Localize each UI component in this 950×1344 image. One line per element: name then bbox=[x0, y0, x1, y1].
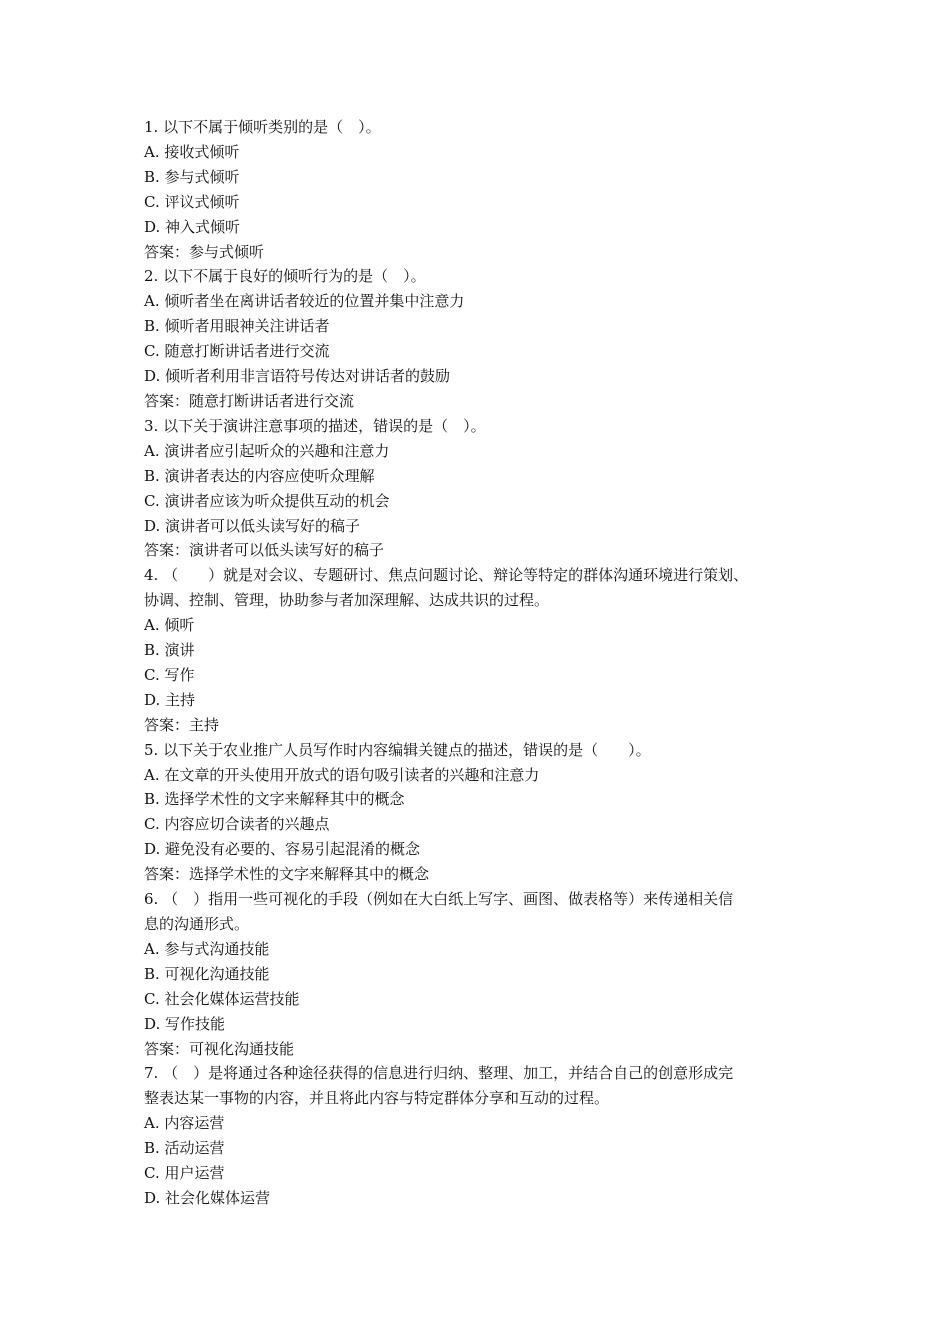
document-body bbox=[144, 115, 814, 1211]
question-line: 2. 以下不属于良好的倾听行为的是（ ）。 bbox=[144, 267, 426, 286]
option-line: A. 内容运营 bbox=[144, 1114, 225, 1133]
option-line: D. 写作技能 bbox=[144, 1014, 226, 1033]
answer-line: 答案：随意打断讲话者进行交流 bbox=[144, 391, 355, 410]
answer-line: 答案：参与式倾听 bbox=[144, 242, 265, 261]
option-line: C. 演讲者应该为听众提供互动的机会 bbox=[144, 491, 390, 510]
answer-line: 答案：选择学术性的文字来解释其中的概念 bbox=[144, 865, 430, 884]
question-continuation-line: 协调、控制、管理，协助参与者加深理解、达成共识的过程。 bbox=[144, 591, 550, 610]
question-line: 5. 以下关于农业推广人员写作时内容编辑关键点的描述，错误的是（ ）。 bbox=[144, 740, 651, 759]
option-line: D. 避免没有必要的、容易引起混淆的概念 bbox=[144, 840, 421, 859]
option-line: B. 活动运营 bbox=[144, 1139, 225, 1158]
option-line: B. 倾听者用眼神关注讲话者 bbox=[144, 317, 330, 336]
question-line: 1. 以下不属于倾听类别的是（ ）。 bbox=[144, 118, 381, 136]
question-line: 6. （ ）指用一些可视化的手段（例如在大白纸上写字、画图、做表格等）来传递相关信 bbox=[144, 890, 734, 909]
option-line: B. 选择学术性的文字来解释其中的概念 bbox=[144, 790, 405, 809]
option-line: B. 参与式倾听 bbox=[144, 167, 240, 186]
question-line: 3. 以下关于演讲注意事项的描述，错误的是（ ）。 bbox=[144, 416, 486, 435]
option-line: B. 演讲者表达的内容应使听众理解 bbox=[144, 466, 375, 485]
question-line: 4. （ ）就是对会议、专题研讨、焦点问题讨论、辩论等特定的群体沟通环境进行策划、 bbox=[144, 566, 749, 585]
option-line: D. 主持 bbox=[144, 690, 196, 709]
option-line: A. 接收式倾听 bbox=[144, 142, 240, 161]
answer-line: 答案：主持 bbox=[144, 715, 220, 734]
option-line: D. 演讲者可以低头读写好的稿子 bbox=[144, 516, 361, 535]
option-line: C. 随意打断讲话者进行交流 bbox=[144, 342, 330, 361]
option-line: C. 内容应切合读者的兴趣点 bbox=[144, 815, 330, 834]
option-line: A. 在文章的开头使用开放式的语句吸引读者的兴趣和注意力 bbox=[144, 765, 540, 784]
option-line: A. 参与式沟通技能 bbox=[144, 939, 270, 958]
question-continuation-line: 息的沟通形式。 bbox=[144, 915, 250, 933]
option-line: D. 神入式倾听 bbox=[144, 217, 241, 236]
option-line: D. 社会化媒体运营 bbox=[144, 1188, 271, 1207]
option-line: C. 社会化媒体运营技能 bbox=[144, 989, 300, 1008]
option-line: C. 用户运营 bbox=[144, 1164, 225, 1183]
option-line: D. 倾听者利用非言语符号传达对讲话者的鼓励 bbox=[144, 367, 451, 386]
question-line: 7. （ ）是将通过各种途径获得的信息进行归纳、整理、加工，并结合自己的创意形成完 bbox=[144, 1064, 734, 1083]
answer-line: 答案：演讲者可以低头读写好的稿子 bbox=[144, 541, 385, 560]
option-line: A. 演讲者应引起听众的兴趣和注意力 bbox=[144, 441, 390, 460]
option-line: A. 倾听 bbox=[144, 616, 195, 635]
option-line: B. 演讲 bbox=[144, 641, 195, 660]
option-line: C. 评议式倾听 bbox=[144, 192, 240, 211]
answer-line: 答案：可视化沟通技能 bbox=[144, 1039, 295, 1058]
option-line: A. 倾听者坐在离讲话者较近的位置并集中注意力 bbox=[144, 292, 465, 311]
option-line: B. 可视化沟通技能 bbox=[144, 964, 270, 983]
option-line: C. 写作 bbox=[144, 665, 195, 684]
question-continuation-line: 整表达某一事物的内容，并且将此内容与特定群体分享和互动的过程。 bbox=[144, 1089, 610, 1108]
